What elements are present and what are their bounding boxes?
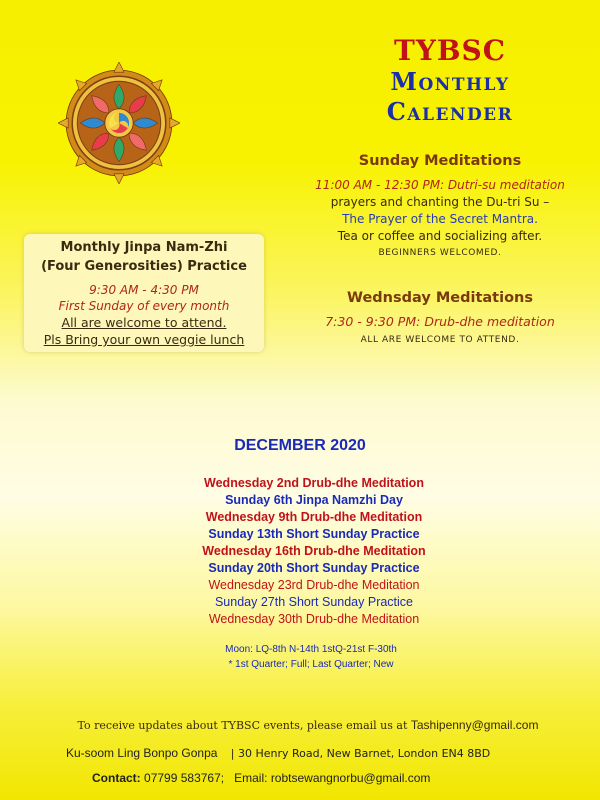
sunday-meditations-section	[290, 150, 590, 262]
event-item: Wednesday 16th Drub-dhe Meditation	[202, 544, 426, 558]
wednesday-line1: ALL ARE WELCOME TO ATTEND.	[360, 335, 520, 345]
wednesday-time: 7:30 - 9:30 PM: Drub-dhe meditation	[325, 314, 555, 329]
event-item: Sunday 6th Jinpa Namzhi Day	[225, 493, 403, 507]
sunday-line3: Tea or coffee and socializing after.	[337, 229, 543, 243]
dharma-wheel-icon	[58, 62, 180, 184]
sunday-line2: The Prayer of the Secret Mantra.	[342, 212, 538, 226]
page-title: TYBSC	[394, 34, 506, 67]
email-label: Email:	[234, 771, 268, 785]
event-item: Sunday 13th Short Sunday Practice	[208, 527, 420, 541]
december-title: DECEMBER 2020	[234, 437, 366, 454]
title-block	[330, 34, 570, 127]
jinpa-time: 9:30 AM - 4:30 PM	[89, 283, 199, 297]
jinpa-title-1: Monthly Jinpa Nam-Zhi	[60, 240, 228, 255]
contact-email-link[interactable]: robtsewangnorbu@gmail.com	[270, 771, 431, 785]
contact-label: Contact:	[92, 771, 141, 785]
contact-line	[92, 771, 572, 785]
updates-text: To receive updates about TYBSC events, please email us at	[77, 719, 408, 732]
venue-name: Ku-soom Ling Bonpo Gonpa	[66, 746, 218, 760]
moon-line-1: Moon: LQ-8th N-14th 1stQ-21st F-30th	[225, 644, 397, 655]
venue-address	[66, 746, 586, 760]
updates-notice	[0, 718, 600, 732]
street-address: | 30 Henry Road, New Barnet, London EN4 8BD	[230, 747, 491, 760]
jinpa-title-2: (Four Generosities) Practice	[41, 259, 247, 274]
sunday-line4: BEGINNERS WELCOMED.	[378, 248, 502, 258]
contact-phone: 07799 583767;	[144, 771, 225, 785]
subtitle-calender: Calender	[386, 97, 514, 126]
moon-phases	[0, 642, 600, 672]
subtitle-monthly: Monthly	[390, 67, 510, 96]
jinpa-practice-box	[24, 234, 264, 352]
sunday-heading: Sunday Meditations	[358, 153, 522, 169]
december-events-list	[0, 475, 600, 628]
sunday-line1: prayers and chanting the Du-tri Su –	[330, 195, 550, 209]
wednesday-meditations-section	[290, 287, 590, 349]
jinpa-lunch: Pls Bring your own veggie lunch	[43, 332, 245, 347]
event-item: Wednesday 9th Drub-dhe Meditation	[205, 510, 423, 524]
sunday-time: 11:00 AM - 12:30 PM: Dutri-su meditation	[315, 178, 565, 192]
event-item: Sunday 27th Short Sunday Practice	[214, 595, 414, 609]
jinpa-welcome: All are welcome to attend.	[61, 315, 227, 330]
wednesday-heading: Wednsday Meditations	[346, 290, 533, 306]
moon-line-2: * 1st Quarter; Full; Last Quarter; New	[228, 659, 394, 670]
jinpa-when: First Sunday of every month	[58, 299, 230, 313]
event-item: Wednesday 30th Drub-dhe Meditation	[208, 612, 420, 626]
updates-email-link[interactable]: Tashipenny@gmail.com	[410, 718, 539, 732]
event-item: Wednesday 23rd Drub-dhe Meditation	[208, 578, 420, 592]
event-item: Wednesday 2nd Drub-dhe Meditation	[204, 476, 424, 490]
event-item: Sunday 20th Short Sunday Practice	[208, 561, 420, 575]
